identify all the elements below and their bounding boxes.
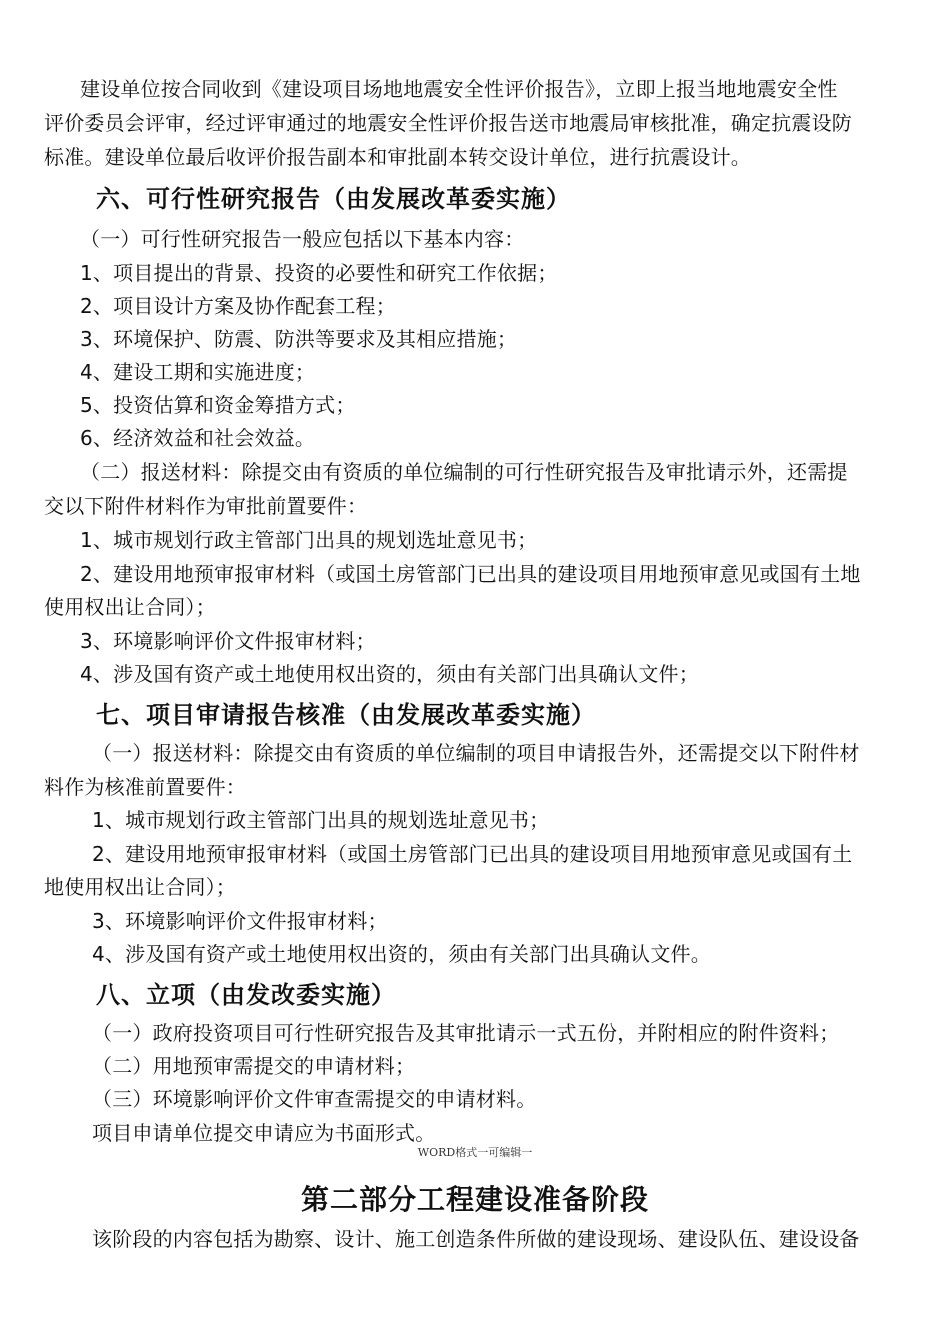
section-7-sub-1-line-2: 料作为核准前置要件： — [44, 775, 246, 799]
section-8-note: 项目申请单位提交申请应为书面形式。 — [92, 1121, 436, 1145]
section-8-heading: 八、立项（由发改委实施） — [96, 981, 396, 1009]
section-6-item-5: 5、投资估算和资金筹措方式； — [80, 393, 356, 417]
intro-line-1: 建设单位按合同收到《建设项目场地地震安全性评价报告》，立即上报当地地震安全性 — [80, 77, 838, 101]
intro-line-3: 标准。建设单位最后收评价报告副本和审批副本转交设计单位，进行抗震设计。 — [44, 145, 751, 169]
section-6-sub-2-line-1: （二）报送材料：除提交由有资质的单位编制的可行性研究报告及审批请示外，还需提 — [80, 460, 848, 484]
section-8-item-3: （三）环境影响评价文件审查需提交的申请材料。 — [92, 1087, 537, 1111]
section-8-item-2: （二）用地预审需提交的申请材料； — [92, 1054, 416, 1078]
section-7-heading: 七、项目审请报告核准（由发展改革委实施） — [96, 701, 596, 729]
section-6-material-4: 4、涉及国有资产或土地使用权出资的，须由有关部门出具确认文件； — [80, 662, 699, 686]
section-6-item-1: 1、项目提出的背景、投资的必要性和研究工作依据； — [80, 261, 558, 285]
section-6-item-3: 3、环境保护、防震、防洪等要求及其相应措施； — [80, 327, 518, 351]
section-6-material-2-line-1: 2、建设用地预审报审材料（或国土房管部门已出具的建设项目用地预审意见或国有土地 — [80, 562, 861, 586]
section-6-item-6: 6、经济效益和社会效益。 — [80, 426, 316, 450]
section-7-sub-1-line-1: （一）报送材料：除提交由有资质的单位编制的项目申请报告外，还需提交以下附件材 — [92, 741, 860, 765]
section-6-sub-1: （一）可行性研究报告一般应包括以下基本内容： — [80, 227, 525, 251]
section-7-material-2-line-1: 2、建设用地预审报审材料（或国土房管部门已出具的建设项目用地预审意见或国有土 — [92, 842, 853, 866]
section-7-material-4: 4、涉及国有资产或土地使用权出资的，须由有关部门出具确认文件。 — [92, 942, 711, 966]
section-6-item-2: 2、项目设计方案及协作配套工程； — [80, 294, 396, 318]
section-7-material-3: 3、环境影响评价文件报审材料； — [92, 909, 388, 933]
section-6-heading: 六、可行性研究报告（由发展改革委实施） — [96, 185, 571, 213]
page-footer: WORD格式一可编辑一 — [417, 1146, 533, 1159]
section-7-material-1: 1、城市规划行政主管部门出具的规划选址意见书； — [92, 808, 550, 832]
intro-line-2: 评价委员会评审，经过评审通过的地震安全性评价报告送市地震局审核批准，确定抗震设防 — [44, 111, 852, 135]
section-6-material-3: 3、环境影响评价文件报审材料； — [80, 629, 376, 653]
section-6-material-1: 1、城市规划行政主管部门出具的规划选址意见书； — [80, 528, 538, 552]
section-6-sub-2-line-2: 交以下附件材料作为审批前置要件： — [44, 494, 368, 518]
section-6-material-2-line-2: 使用权出让合同）； — [44, 595, 216, 619]
section-6-item-4: 4、建设工期和实施进度； — [80, 360, 316, 384]
part-2-intro-line-1: 该阶段的内容包括为勘察、设计、施工创造条件所做的建设现场、建设队伍、建设设备 — [92, 1227, 860, 1251]
part-2-title: 第二部分工程建设准备阶段 — [300, 1183, 649, 1216]
section-7-material-2-line-2: 地使用权出让合同）； — [44, 875, 236, 899]
section-8-item-1: （一）政府投资项目可行性研究报告及其审批请示一式五份，并附相应的附件资料； — [92, 1021, 840, 1045]
